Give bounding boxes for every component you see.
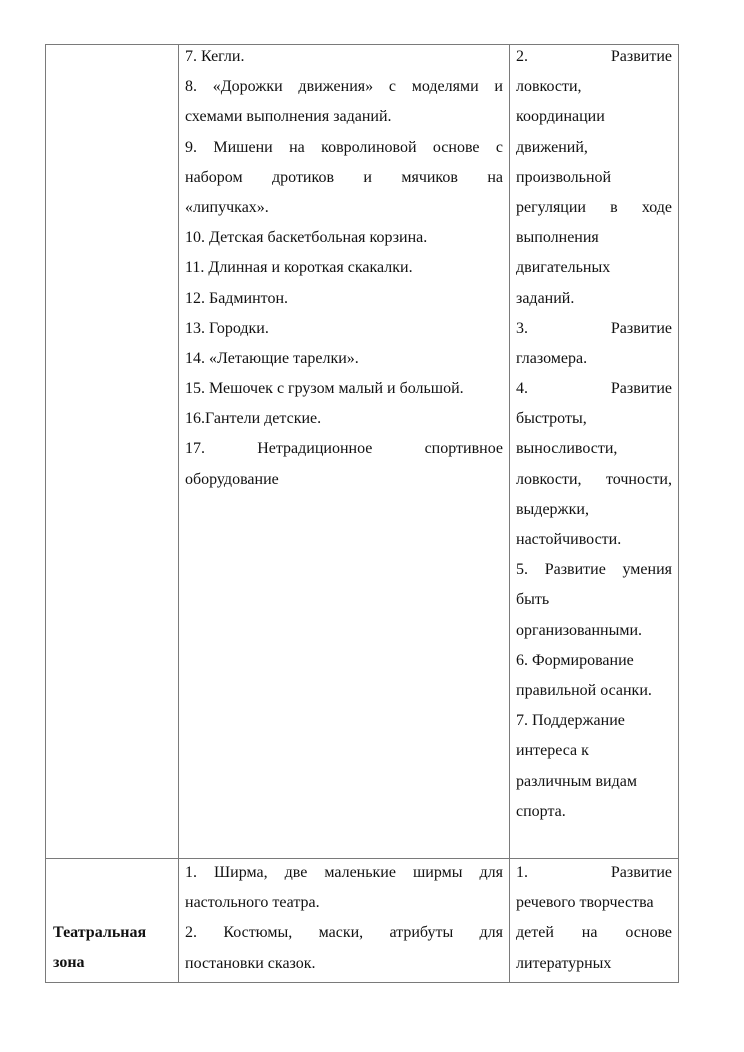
column-divider	[509, 45, 510, 982]
goal-line: детей на основе	[516, 924, 672, 942]
equipment-line: 16.Гантели детские.	[185, 410, 322, 428]
equipment-line: 7. Кегли.	[185, 48, 245, 65]
zone-cell-empty	[46, 45, 178, 858]
goal-line: спорта.	[516, 802, 566, 820]
equipment-line: «липучках».	[185, 198, 269, 216]
column-divider	[178, 45, 179, 982]
goal-line: заданий.	[516, 289, 575, 307]
goal-line: литературных	[516, 954, 612, 972]
goal-line: интереса к	[516, 742, 589, 760]
goal-line: 4. Развитие	[516, 380, 672, 398]
goal-line: движений,	[516, 138, 588, 156]
goal-line: выдержки,	[516, 500, 589, 518]
equipment-line: схемами выполнения заданий.	[185, 108, 392, 126]
goal-line: речевого творчества	[516, 894, 654, 912]
equipment-line: 8. «Дорожки движения» с моделями и	[185, 78, 503, 96]
goal-line: 5. Развитие умения	[516, 561, 672, 579]
zone-name-line: зона	[53, 954, 85, 972]
equipment-line: 1. Ширма, две маленькие ширмы для	[185, 864, 503, 881]
goal-line: настойчивости.	[516, 531, 622, 548]
zones-table	[45, 44, 679, 983]
equipment-cell	[185, 858, 503, 979]
goals-cell	[516, 42, 672, 827]
goal-line: ловкости, точности,	[516, 470, 672, 488]
equipment-line: набором дротиков и мячиков на	[185, 168, 503, 186]
goal-line: 7. Поддержание	[516, 712, 625, 730]
equipment-line: 12. Бадминтон.	[185, 289, 289, 307]
goal-line: 3. Развитие	[516, 319, 672, 337]
goal-line: 6. Формирование	[516, 651, 634, 669]
equipment-line: 10. Детская баскетбольная корзина.	[185, 229, 428, 247]
equipment-line: 17. Нетрадиционное спортивное	[185, 440, 503, 458]
goal-line: быстроты,	[516, 410, 587, 428]
goal-line: регуляции в ходе	[516, 198, 672, 216]
goal-line: выносливости,	[516, 440, 618, 458]
goal-line: двигательных	[516, 259, 611, 277]
goal-line: ловкости,	[516, 78, 582, 96]
goal-line: произвольной	[516, 168, 612, 186]
goal-line: глазомера.	[516, 349, 588, 367]
equipment-line: 2. Костюмы, маски, атрибуты для	[185, 924, 503, 942]
equipment-line: 13. Городки.	[185, 319, 269, 337]
goal-line: быть	[516, 591, 550, 609]
equipment-line: постановки сказок.	[185, 954, 316, 972]
goals-cell	[516, 858, 672, 979]
goal-line: правильной осанки.	[516, 681, 652, 699]
equipment-line: настольного театра.	[185, 894, 320, 912]
goal-line: организованными.	[516, 621, 643, 639]
goal-line: 2. Развитие	[516, 48, 672, 65]
equipment-line: 9. Мишени на ковролиновой основе с	[185, 138, 503, 156]
zone-name-theatre	[53, 918, 173, 978]
zone-name-line: Театральная	[53, 924, 147, 941]
equipment-line: 11. Длинная и короткая скакалки.	[185, 259, 413, 277]
equipment-cell	[185, 42, 503, 495]
goal-line: 1. Развитие	[516, 864, 672, 881]
goal-line: различным видам	[516, 772, 637, 790]
goal-line: координации	[516, 108, 605, 126]
goal-line: выполнения	[516, 229, 599, 247]
equipment-line: 15. Мешочек с грузом малый и большой.	[185, 380, 464, 398]
equipment-line: 14. «Летающие тарелки».	[185, 349, 359, 367]
equipment-line: оборудование	[185, 470, 279, 488]
